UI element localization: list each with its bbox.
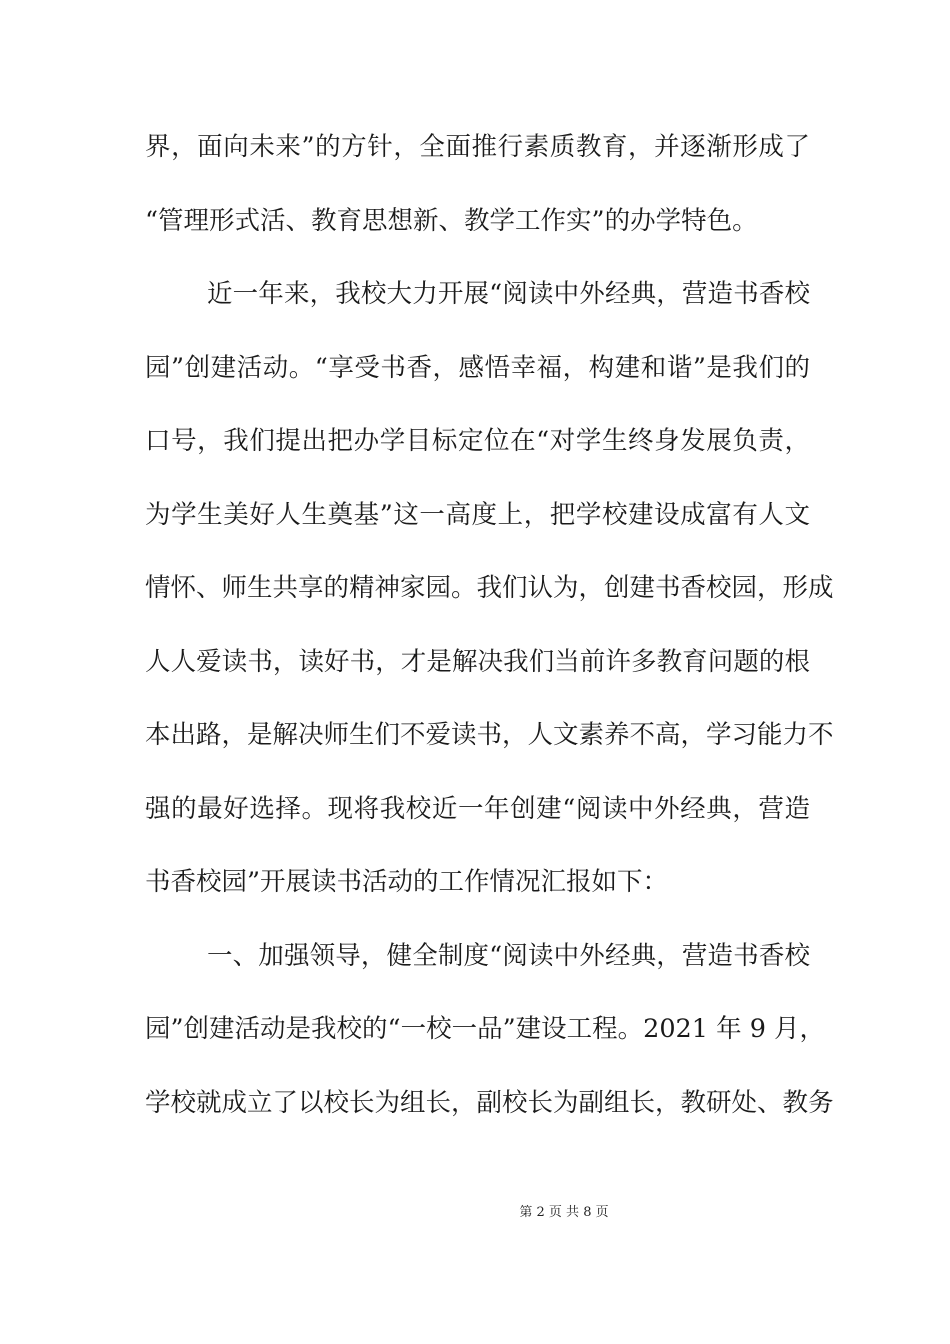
text-line: 园”创建活动。“享受书香，感悟幸福，构建和谐”是我们的 — [145, 352, 810, 383]
text-line: 园”创建活动是我校的“一校一品”建设工程。2021 年 9 月， — [145, 1014, 826, 1044]
body-text — [145, 122, 834, 1151]
text-line: 为学生美好人生奠基”这一高度上，把学校建设成富有人文 — [145, 499, 810, 530]
text-line: 本出路，是解决师生们不爱读书，人文素养不高，学习能力不 — [145, 720, 834, 750]
text-line: 强的最好选择。现将我校近一年创建“阅读中外经典，营造 — [145, 793, 810, 824]
text-line: 学校就成立了以校长为组长，副校长为副组长，教研处、教务 — [145, 1087, 834, 1118]
text-line: 书香校园”开展读书活动的工作情况汇报如下： — [145, 867, 669, 897]
text-line: 情怀、师生共享的精神家园。我们认为，创建书香校园，形成 — [145, 573, 834, 603]
text-line: 口号，我们提出把办学目标定位在“对学生终身发展负责， — [145, 426, 810, 456]
paragraph-start-line: 近一年来，我校大力开展“阅读中外经典，营造书香校 — [207, 279, 810, 309]
text-line: “管理形式活、教育思想新、教学工作实”的办学特色。 — [145, 205, 758, 236]
page-number-footer: 第 2 页 共 8 页 — [519, 1205, 609, 1220]
text-line: 人人爱读书，读好书，才是解决我们当前许多教育问题的根 — [145, 646, 810, 677]
section-heading-line: 一、加强领导，健全制度“阅读中外经典，营造书香校 — [207, 940, 810, 971]
text-line: 界，面向未来”的方针，全面推行素质教育，并逐渐形成了 — [145, 132, 810, 162]
